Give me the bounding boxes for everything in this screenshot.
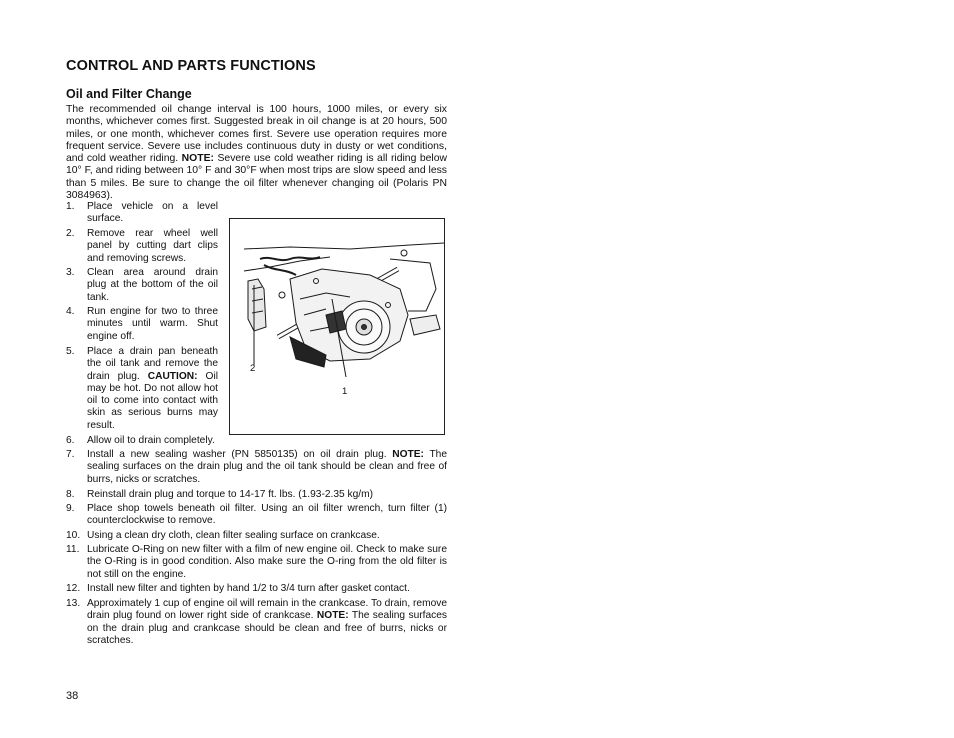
callout-1: 1: [342, 386, 348, 397]
callout-2: 2: [250, 363, 256, 374]
note-label: NOTE:: [392, 449, 424, 460]
intro-note-text: Severe use cold weather riding is all riding below 10° F, and riding between 10° F and 30°F when most trips are slow speed and less than 5 miles. Be sure to change the oil filter whenever changing oil (Polaris PN 3084963).: [66, 153, 448, 202]
step-number: 5.: [66, 346, 75, 357]
step-5-caution: Oil may be hot. Do not allow hot oil to come into contact with skin as serious burns may result.: [87, 370, 218, 431]
step-text: Run engine for two to three minutes until warm. Shut engine off.: [87, 306, 218, 342]
step-text: Clean area around drain plug at the bottom of the oil tank.: [87, 267, 218, 303]
step-number: 13.: [66, 598, 81, 609]
step-number: 9.: [66, 503, 75, 514]
note-label: NOTE:: [316, 610, 349, 622]
step-number: 11.: [66, 544, 80, 555]
step-number: 2.: [66, 228, 75, 239]
intro-text: The recommended oil change interval is 100 hours, 1000 miles, or every six months, whichever comes first. Suggested break in oil change is at 20 hours, 500 miles, or one month, whichever comes first. Severe use operation requires more frequent service. Severe use includes continuous duty in dusty or wet conditions, and cold weather riding.: [66, 104, 447, 165]
step-7-text: Install a new sealing washer (PN 5850135) on oil drain plug.: [87, 449, 387, 460]
step-text: Lubricate O-Ring on new filter with a film of new engine oil. Check to make sure the O-Ring is in good condition. Also make sure the O-ring from the old filter is not still on the engine.: [87, 544, 447, 580]
step-text: Install new filter and tighten by hand 1/2 to 3/4 turn after gasket contact.: [87, 583, 410, 594]
step-number: 1.: [66, 201, 75, 212]
step-number: 10.: [66, 530, 81, 541]
page-number: 38: [66, 690, 79, 702]
step-text: Place vehicle on a level surface.: [87, 201, 218, 225]
engine-figure: [229, 218, 445, 435]
step-text: Reinstall drain plug and torque to 14-17 ft. lbs. (1.93-2.35 kg/m): [87, 489, 373, 500]
engine-illustration: [230, 219, 444, 434]
step-13-text: Approximately 1 cup of engine oil will remain in the crankcase. To drain, remove drain plug found on lower right side of crankcase.: [87, 598, 447, 622]
step-number: 6.: [66, 435, 75, 446]
step-text: Remove rear wheel well panel by cutting dart clips and removing screws.: [87, 228, 218, 264]
step-7-note: The sealing surfaces on the drain plug and the oil tank should be clean and free of burrs, nicks or scratches.: [87, 449, 447, 485]
step-text: [87, 346, 218, 432]
caution-label: CAUTION:: [147, 370, 198, 382]
step-text: Using a clean dry cloth, clean filter sealing surface on crankcase.: [87, 530, 380, 541]
step-number: 4.: [66, 306, 75, 317]
step-5-text: Place a drain pan beneath the oil tank and remove the drain plug.: [87, 346, 218, 382]
step-text: [87, 598, 447, 647]
section-title: CONTROL AND PARTS FUNCTIONS: [66, 58, 316, 74]
step-text: Place shop towels beneath oil filter. Using an oil filter wrench, turn filter (1) counterclockwise to remove.: [87, 503, 447, 527]
step-number: 8.: [66, 489, 75, 500]
intro-paragraph: [66, 104, 447, 202]
step-number: 3.: [66, 267, 75, 278]
intro-note-label: NOTE:: [181, 153, 214, 165]
step-number: 7.: [66, 449, 75, 460]
step-text: [87, 449, 447, 486]
subsection-title: Oil and Filter Change: [66, 87, 192, 101]
step-text: Allow oil to drain completely.: [87, 435, 215, 446]
step-number: 12.: [66, 583, 81, 594]
step-13-note: The sealing surfaces on the drain plug and crankcase should be clean and free of burrs, nicks or scratches.: [87, 610, 447, 646]
